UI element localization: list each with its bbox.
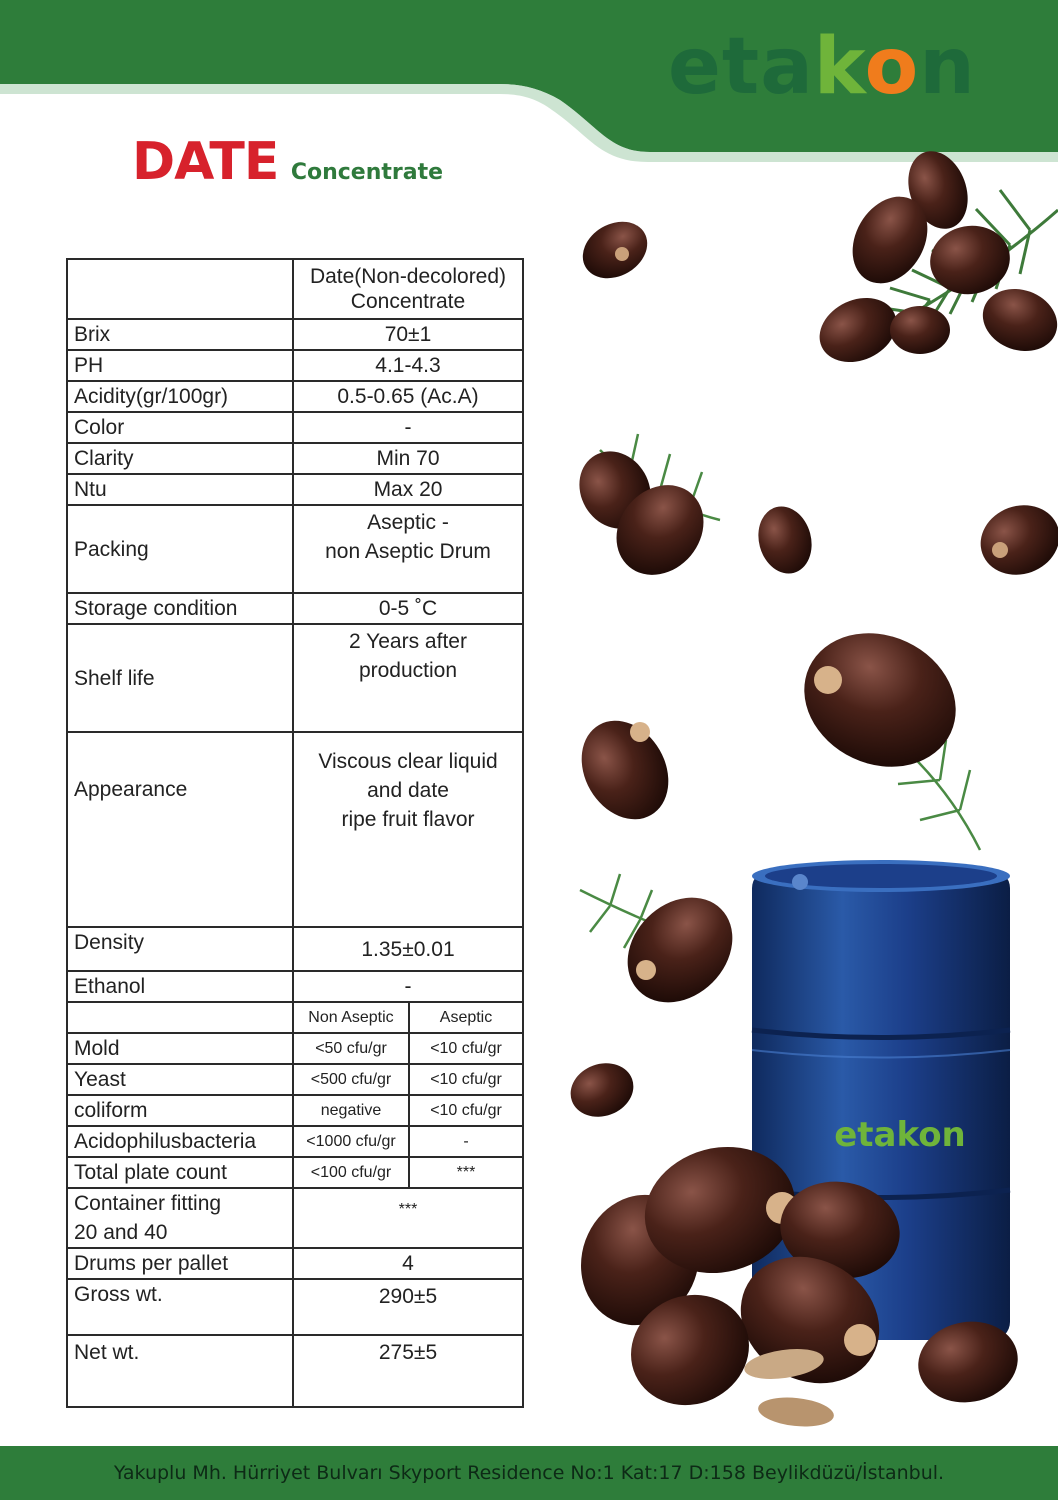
net-value: 275±5 (293, 1335, 523, 1407)
density-label: Density (67, 927, 293, 971)
appearance-value: Viscous clear liquid and date ripe fruit flavor (293, 732, 523, 927)
page-title (132, 132, 443, 192)
acidophilus-aseptic: - (409, 1126, 523, 1157)
coliform-non-aseptic: negative (293, 1095, 409, 1126)
appearance-label: Appearance (67, 732, 293, 927)
gross-label: Gross wt. (67, 1279, 293, 1335)
total-plate-label: Total plate count (67, 1157, 293, 1188)
product-artwork (560, 150, 1058, 1450)
acidophilus-non-aseptic: <1000 cfu/gr (293, 1126, 409, 1157)
title-sub: Concentrate (290, 160, 444, 185)
packing-label: Packing (67, 505, 293, 593)
coliform-label: coliform (67, 1095, 293, 1126)
yeast-aseptic: <10 cfu/gr (409, 1064, 523, 1095)
mold-label: Mold (67, 1033, 293, 1064)
gross-value: 290±5 (293, 1279, 523, 1335)
spec-header-empty (67, 259, 293, 319)
color-value: - (293, 412, 523, 443)
clarity-value: Min 70 (293, 443, 523, 474)
packing-value: Aseptic - non Aseptic Drum (293, 505, 523, 593)
drum-logo: etakon (834, 1115, 966, 1155)
coliform-aseptic: <10 cfu/gr (409, 1095, 523, 1126)
density-value: 1.35±0.01 (293, 927, 523, 971)
ph-label: PH (67, 350, 293, 381)
yeast-non-aseptic: <500 cfu/gr (293, 1064, 409, 1095)
ntu-value: Max 20 (293, 474, 523, 505)
container-value: *** (293, 1188, 523, 1248)
brix-value: 70±1 (293, 319, 523, 350)
ntu-label: Ntu (67, 474, 293, 505)
storage-value: 0-5 ˚C (293, 593, 523, 624)
clarity-label: Clarity (67, 443, 293, 474)
storage-label: Storage condition (67, 593, 293, 624)
yeast-label: Yeast (67, 1064, 293, 1095)
mold-non-aseptic: <50 cfu/gr (293, 1033, 409, 1064)
drums-value: 4 (293, 1248, 523, 1279)
spec-table (66, 258, 524, 1408)
drums-label: Drums per pallet (67, 1248, 293, 1279)
brand-logo: etakon (668, 22, 976, 112)
shelf-life-value: 2 Years after production (293, 624, 523, 732)
title-main: DATE (132, 132, 279, 192)
ph-value: 4.1-4.3 (293, 350, 523, 381)
footer-bar (0, 1446, 1058, 1500)
color-label: Color (67, 412, 293, 443)
acidity-value: 0.5-0.65 (Ac.A) (293, 381, 523, 412)
ethanol-value: - (293, 971, 523, 1002)
micro-header-empty (67, 1002, 293, 1033)
acidophilus-label: Acidophilusbacteria (67, 1126, 293, 1157)
total-plate-aseptic: *** (409, 1157, 523, 1188)
shelf-life-label: Shelf life (67, 624, 293, 732)
total-plate-non-aseptic: <100 cfu/gr (293, 1157, 409, 1188)
footer-address: Yakuplu Mh. Hürriyet Bulvarı Skyport Residence No:1 Kat:17 D:158 Beylikdüzü/İstanbul. (113, 1462, 945, 1484)
acidity-label: Acidity(gr/100gr) (67, 381, 293, 412)
container-label: Container fitting 20 and 40 (67, 1188, 293, 1248)
net-label: Net wt. (67, 1335, 293, 1407)
ethanol-label: Ethanol (67, 971, 293, 1002)
mold-aseptic: <10 cfu/gr (409, 1033, 523, 1064)
brix-label: Brix (67, 319, 293, 350)
micro-header-aseptic: Aseptic (409, 1002, 523, 1033)
spec-header: Date(Non-decolored) Concentrate (293, 259, 523, 319)
micro-header-non-aseptic: Non Aseptic (293, 1002, 409, 1033)
